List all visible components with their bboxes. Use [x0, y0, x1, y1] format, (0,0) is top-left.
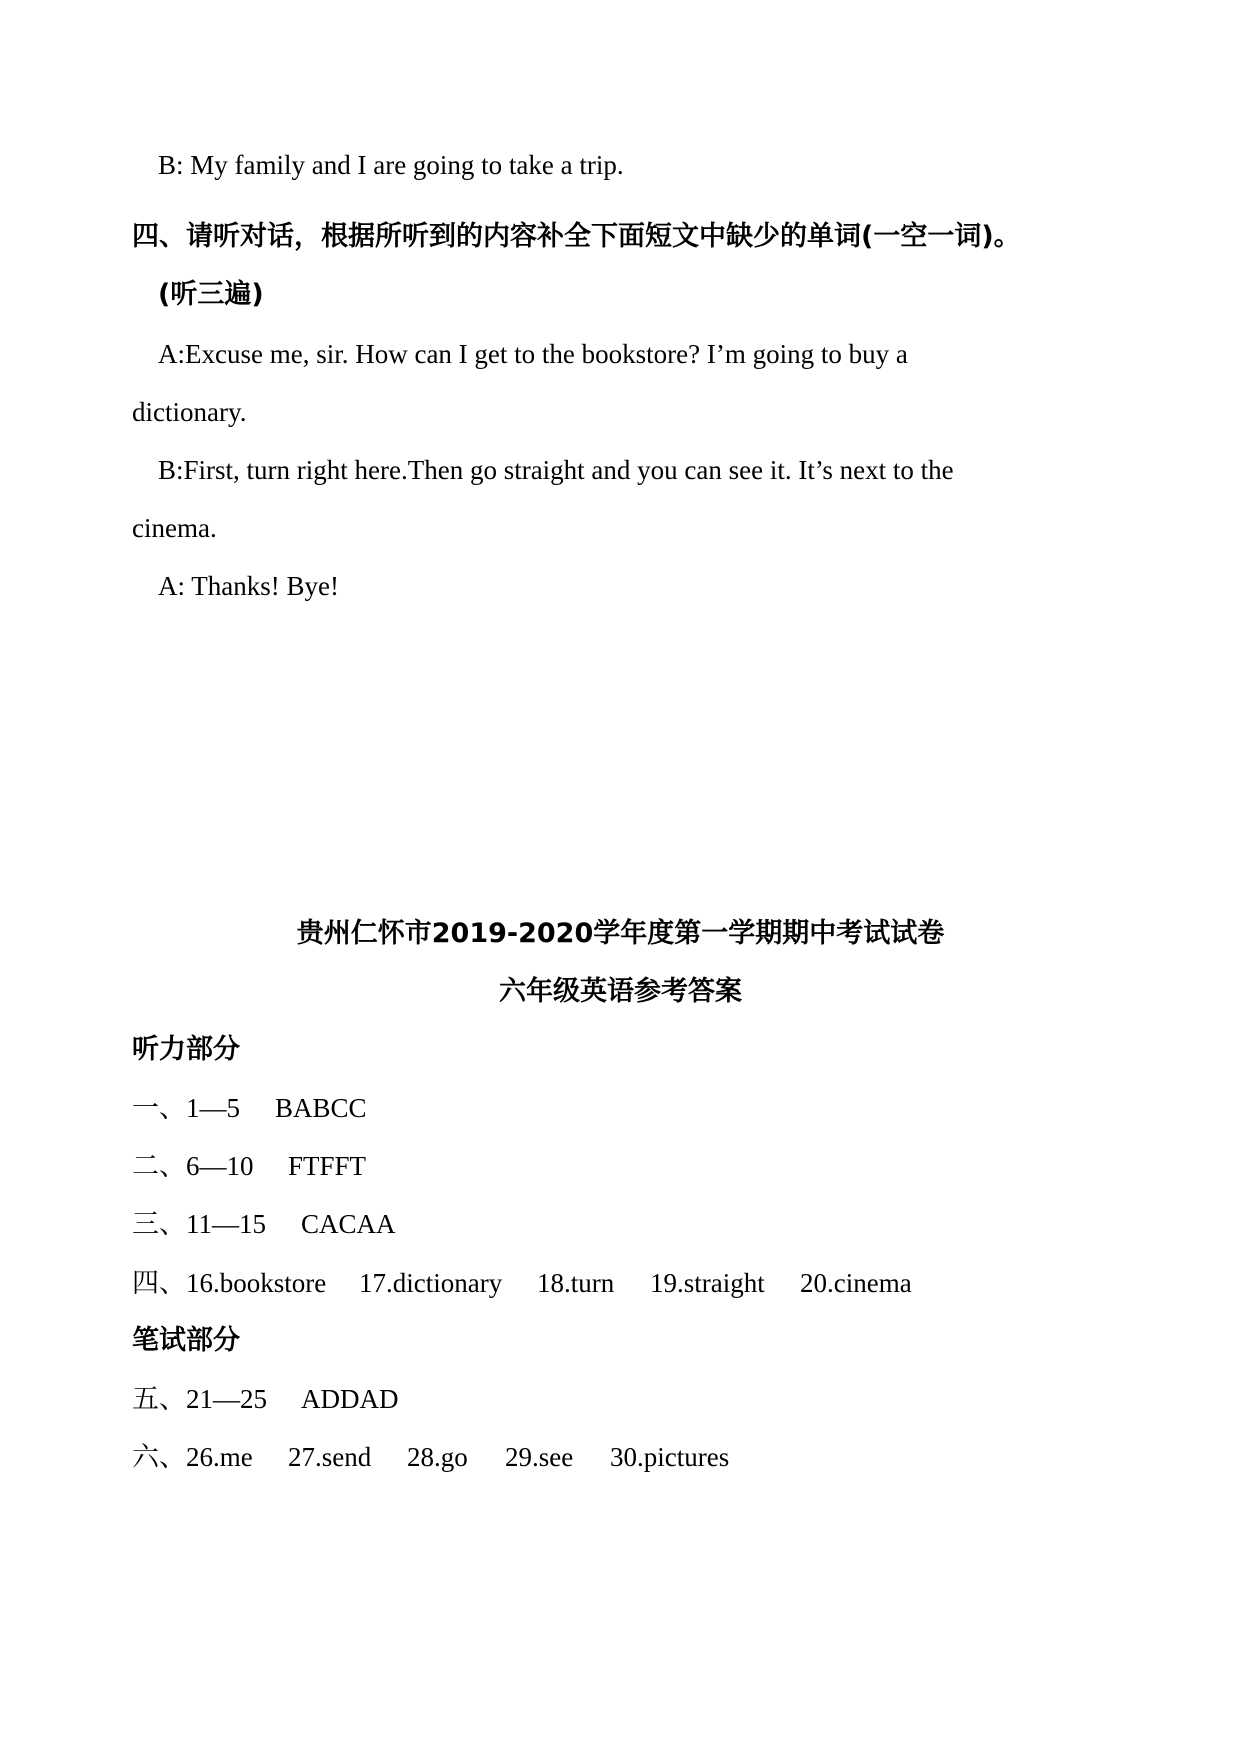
answer-item: BABCC	[275, 1093, 367, 1123]
dialogue-line: A: Thanks! Bye!	[158, 571, 339, 601]
answer-item: 18.turn	[537, 1268, 615, 1298]
writing-heading: 笔试部分	[132, 1325, 240, 1356]
answer-item: 17.dictionary	[359, 1268, 503, 1298]
section4-note: (听三遍)	[158, 279, 264, 310]
dialogue-line: cinema.	[132, 513, 217, 543]
answer-item: FTFFT	[288, 1151, 367, 1181]
answer-item: CACAA	[301, 1209, 396, 1239]
answer-key-subtitle: 六年级英语参考答案	[499, 976, 742, 1007]
answer-label: 六、26.me	[132, 1442, 253, 1472]
listening-heading: 听力部分	[132, 1034, 240, 1065]
answer-item: ADDAD	[301, 1384, 399, 1414]
answer-item: 30.pictures	[610, 1442, 730, 1472]
answer-label: 五、21—25	[132, 1384, 267, 1414]
answer-item: 20.cinema	[800, 1268, 912, 1298]
dialogue-line: B:First, turn right here.Then go straight and you can see it. It’s next to the	[158, 455, 954, 485]
section4-title: 四、请听对话，根据所听到的内容补全下面短文中缺少的单词(一空一词)。	[132, 221, 1021, 252]
dialogue-line-b: B: My family and I are going to take a trip.	[158, 150, 624, 180]
answer-item: 28.go	[407, 1442, 468, 1472]
answer-label: 四、16.bookstore	[132, 1268, 327, 1298]
dialogue-line: A:Excuse me, sir. How can I get to the bookstore? I’m going to buy a	[158, 339, 908, 369]
answer-label: 一、1—5	[132, 1093, 240, 1123]
answer-item: 29.see	[505, 1442, 574, 1472]
answer-label: 二、6—10	[132, 1151, 254, 1181]
answer-item: 27.send	[288, 1442, 372, 1472]
answer-item: 19.straight	[650, 1268, 765, 1298]
answer-key-title: 贵州仁怀市2019-2020学年度第一学期期中考试试卷	[296, 918, 945, 949]
dialogue-line: dictionary.	[132, 397, 247, 427]
answer-label: 三、11—15	[132, 1209, 266, 1239]
